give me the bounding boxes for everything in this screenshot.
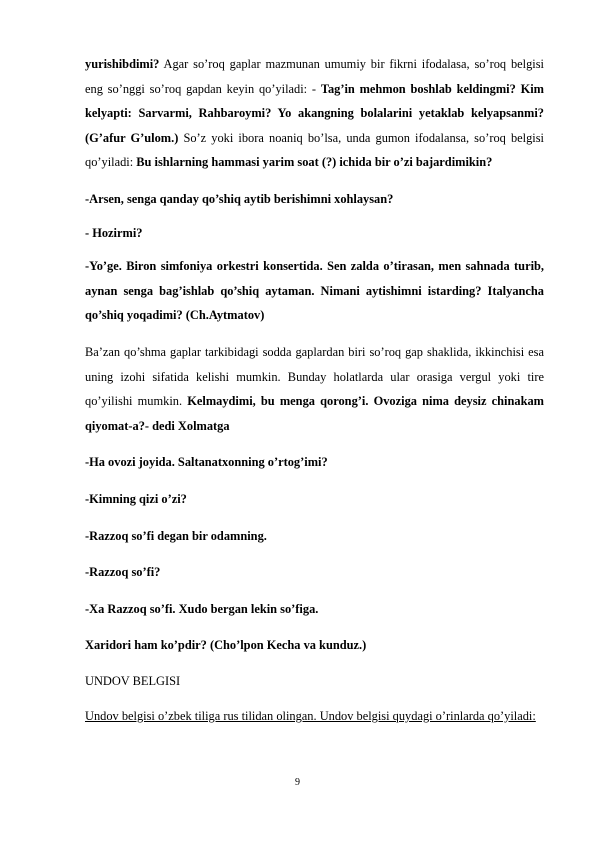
section-intro: Undov belgisi o’zbek tiliga rus tilidan olingan. Undov belgisi quydagi o’rinlarda qo’yiladi: [85, 708, 536, 723]
bold-example: Bu ishlarning hammasi yarim soat (?) ichida bir o’zi bajardimikin? [136, 155, 493, 170]
dialog-line: -Razzoq so’fi? [85, 565, 161, 580]
bold-text: yurishibdimi? [85, 57, 160, 71]
body-text: So’z yoki ibora noaniq bo’lsa, unda gumon ifodalansa, so’roq belgisi qo’yiladi: [85, 130, 544, 170]
bold-example: Tag’in mehmon boshlab keldingmi? Kim kelyapti: Sarvarmi, Rahbaroymi? Yo akangning bolalarini yetaklab kelyapsanmi? (G’afur G’ulom.) [85, 81, 544, 145]
dialog-line: -Kimning qizi o’zi? [85, 491, 187, 506]
dialog-line: -Arsen, senga qanday qo’shiq aytib berishimni xohlaysan? [85, 191, 394, 206]
dialog-line: Xaridori ham ko’pdir? (Cho’lpon Kecha va kunduz.) [85, 638, 367, 653]
page-number: 9 [295, 777, 300, 788]
page-content [85, 52, 544, 728]
body-text: Ba’zan qo’shma gaplar tarkibidagi sodda gaplardan biri so’roq gap shaklida, ikkinchisi esa uning izohi sifatida kelishi mumkin. Bunday holatlarda ular orasiga vergul yoki tire qo’yilishi mumkin. [85, 344, 544, 409]
section-title: UNDOV BELGISI [85, 673, 181, 688]
dialog-line: -Razzoq so’fi degan bir odamning. [85, 528, 267, 543]
dialog-line: - Hozirmi? [85, 225, 143, 240]
paragraph-question-mark-rules [85, 52, 544, 175]
dialog-line: -Xa Razzoq so’fi. Xudo bergan lekin so’figa. [85, 601, 319, 616]
bold-example: Kelmaydimi, bu menga qorong’i. Ovoziga nima deysiz chinakam qiyomat-a?- dedi Xolmatga [85, 394, 544, 433]
body-text: Agar so’roq gaplar mazmunan umumiy bir fikrni ifodalasa, so’roq belgisi eng so’nggi so’roq gapdan keyin qo’yiladi: - [85, 57, 544, 96]
dialog-line: -Ha ovozi joyida. Saltanatxonning o’rtog’imi? [85, 455, 328, 470]
dialog-line: -Yo’ge. Biron simfoniya orkestri konsertida. Sen zalda o’tirasan, men sahnada turib, aynan senga bag’ishlab qo’shiq aytaman. Nimani aytishimni istarding? Italyancha qo’shiq yoqadimi? (Ch.Aytmatov) [85, 259, 544, 323]
paragraph-compound-questions [85, 340, 544, 438]
